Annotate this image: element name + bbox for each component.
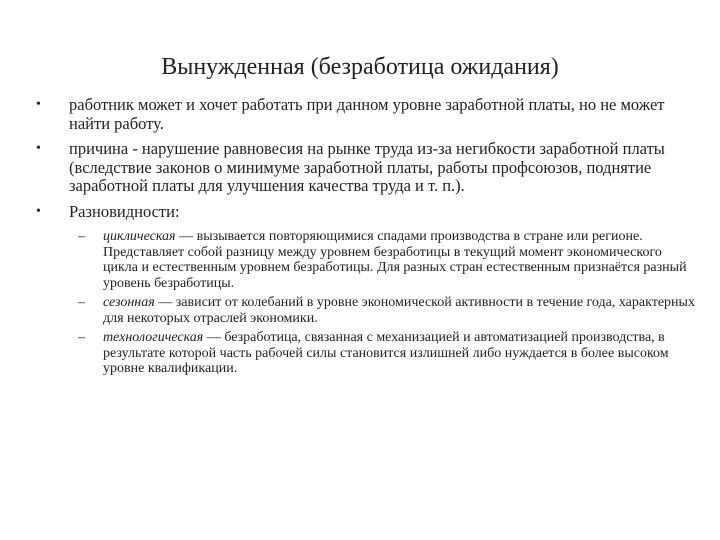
sub-item-technological <box>36 330 696 377</box>
bullet-text: Разновидности: <box>69 201 180 221</box>
sub-item-cyclical <box>36 229 696 291</box>
dash-marker: – <box>78 229 85 244</box>
sub-item-text: — зависит от колебаний в уровне экономической активности в течение года, характерных для некоторых отраслей экономики. <box>103 295 695 326</box>
sub-list <box>36 229 696 377</box>
bullet-item <box>36 140 676 196</box>
sub-item-text: — безработица, связанная с механизацией и автоматизацией производства, в результате которой часть рабочей силы становится излишней либо нуждается в более высоком уровне квалификации. <box>103 330 669 376</box>
sub-item-term: технологическая <box>103 330 204 345</box>
dash-marker: – <box>78 330 85 345</box>
dash-marker: – <box>78 295 85 310</box>
sub-item-seasonal <box>36 295 696 326</box>
bullet-marker: • <box>36 203 41 219</box>
bullet-list <box>36 95 695 384</box>
bullet-item <box>36 96 676 133</box>
bullet-text: причина - нарушение равновесия на рынке труда из-за негибкости заработной платы (вследствие законов о минимуме заработной платы, работы профсоюзов, поднятие заработной платы для улучшения качества труда и т. п.). <box>69 139 665 195</box>
sub-item-term: сезонная <box>103 295 155 310</box>
slide-title: Вынужденная (безработица ожидания) <box>161 54 559 80</box>
bullet-item <box>36 201 695 377</box>
sub-item-term: циклическая <box>103 229 176 244</box>
bullet-marker: • <box>36 141 41 156</box>
bullet-text: работник может и хочет работать при данном уровне заработной платы, но не может найти работу. <box>69 95 665 133</box>
bullet-marker: • <box>36 97 41 112</box>
sub-item-text: — вызывается повторяющимися спадами производства в стране или регионе. Представляет собой разницу между уровнем безработицы в текущий момент экономического цикла и естественным уровнем безработицы. Для разных стран естественным признаётся разный уровень безработицы. <box>103 229 687 291</box>
